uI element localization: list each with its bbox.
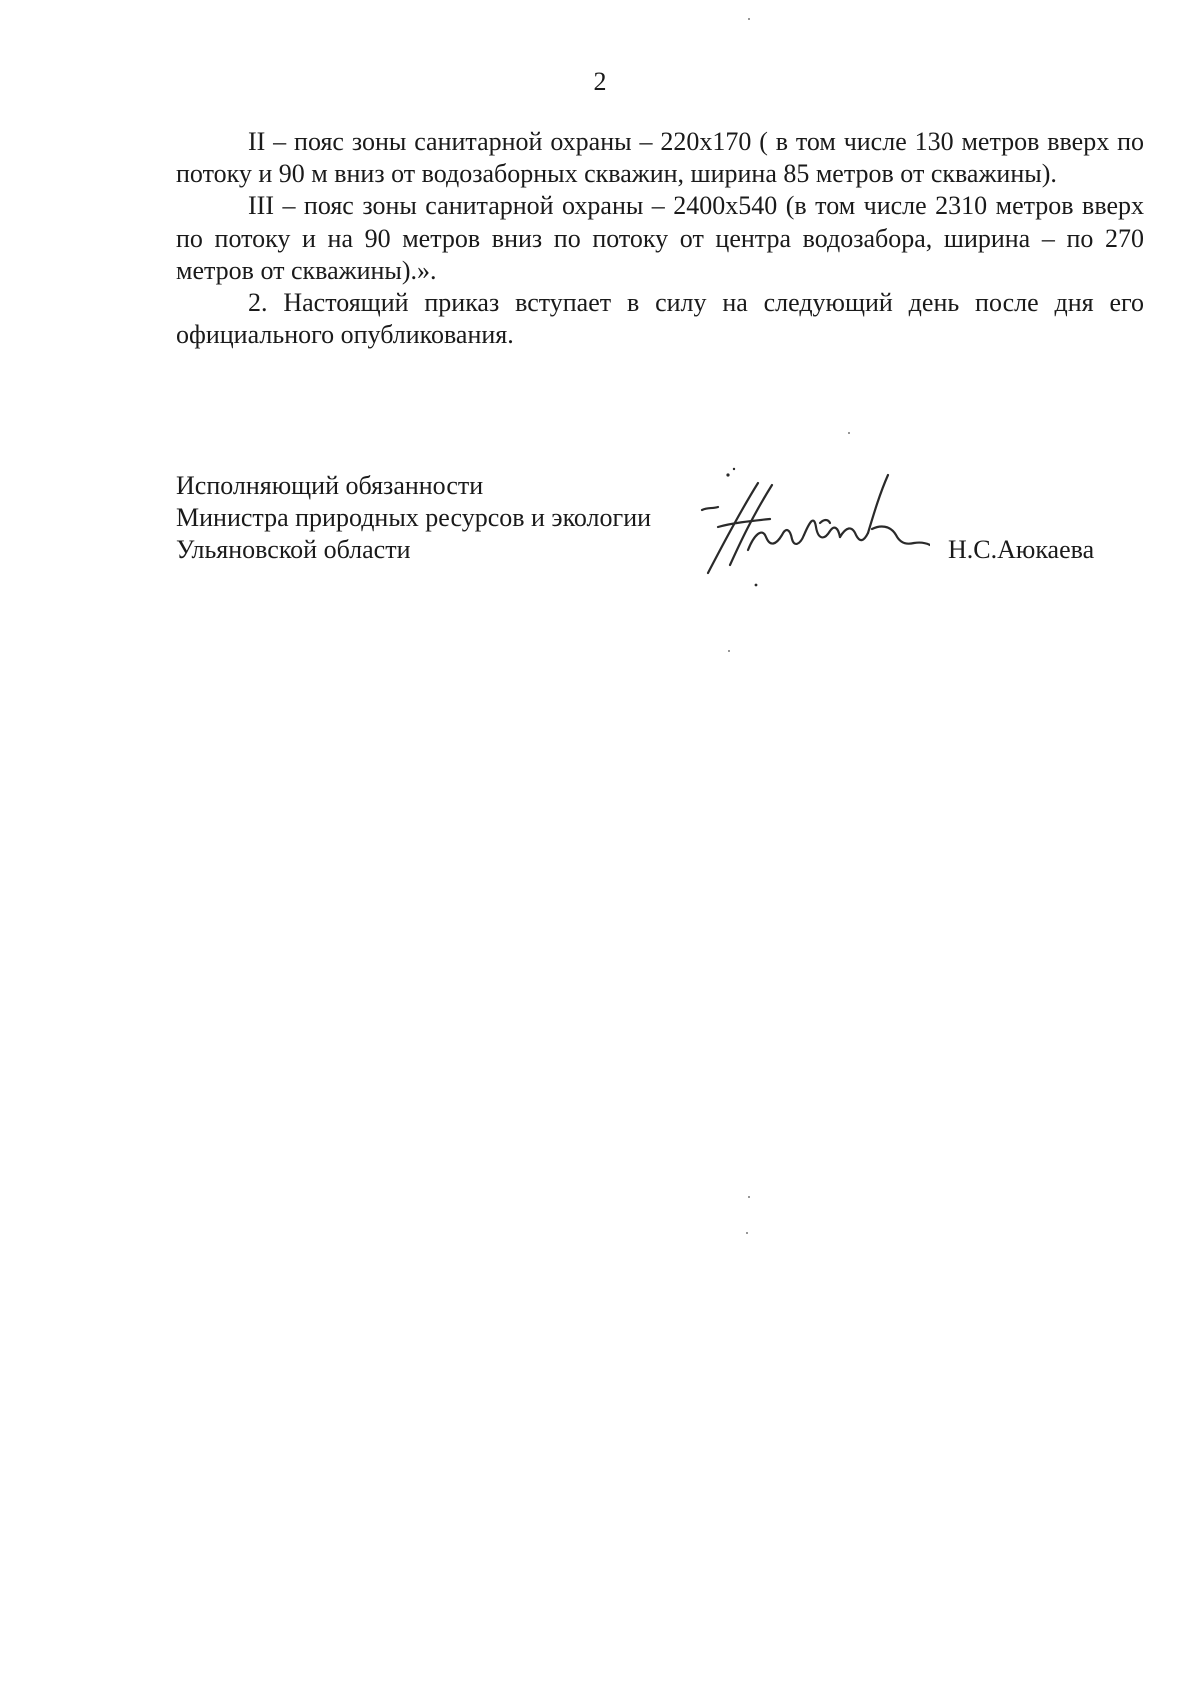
scan-speck	[728, 650, 730, 652]
scan-speck	[748, 18, 750, 20]
position-line-2: Министра природных ресурсов и экологии	[176, 503, 652, 532]
scan-speck	[746, 1232, 748, 1234]
paragraph-zone-iii: III – пояс зоны санитарной охраны – 2400х540 (в том числе 2310 метров вверх по потоку и на 90 метров вниз по потоку от центра водозабора, ширина – по 270 метров от скважины).».	[176, 191, 1144, 285]
position-line-1: Исполняющий обязанности	[176, 471, 484, 500]
signer-name: Н.С.Аюкаева	[948, 535, 1095, 564]
scan-speck	[848, 432, 850, 434]
document-body	[176, 126, 1144, 351]
page-number: 2	[593, 67, 607, 96]
position-line-3: Ульяновской области	[176, 535, 411, 564]
paragraph-zone-ii: II – пояс зоны санитарной охраны – 220х170 ( в том числе 130 метров вверх по потоку и 90 м вниз от водозаборных скважин, ширина 85 метров от скважины).	[176, 127, 1144, 189]
scan-speck	[748, 1196, 750, 1198]
paragraph-effective-date: 2. Настоящий приказ вступает в силу на следующий день после дня его официального опубликования.	[176, 288, 1144, 350]
handwritten-signature	[700, 455, 930, 595]
signatory-position	[176, 470, 776, 566]
